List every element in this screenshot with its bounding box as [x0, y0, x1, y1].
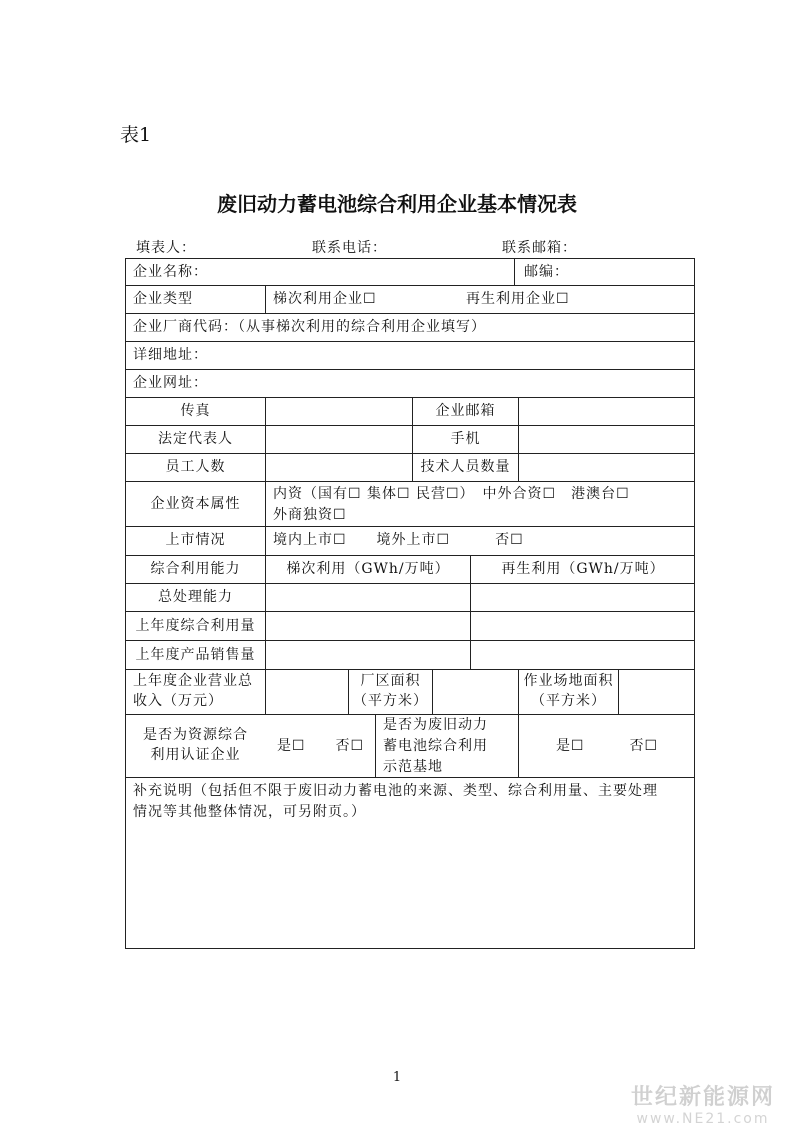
website-field[interactable]: 企业网址：: [133, 375, 208, 391]
type-cascade-checkbox[interactable]: 梯次利用企业☐: [273, 291, 377, 307]
notes-line2[interactable]: 情况等其他整体情况，可另附页。）: [133, 804, 366, 820]
phone-label: 联系电话：: [312, 240, 387, 256]
watermark-url: www.NE21.com: [636, 1111, 770, 1127]
legal-rep-label: 法定代表人: [158, 431, 233, 447]
company-email-label: 企业邮箱: [435, 403, 496, 419]
capital-options-line1[interactable]: 内资（国有☐ 集体☐ 民营☐） 中外合资☐ 港澳台☐: [273, 486, 630, 502]
listing-options[interactable]: 境内上市☐ 境外上市☐ 否☐: [273, 532, 524, 548]
email-label: 联系邮箱：: [502, 240, 577, 256]
total-capacity-label: 总处理能力: [158, 589, 233, 605]
watermark-name: 世纪新能源网: [630, 1085, 775, 1110]
revenue-label-line1: 上年度企业营业总: [133, 673, 253, 689]
table-label: 表1: [120, 124, 152, 146]
capacity-label: 综合利用能力: [150, 561, 241, 577]
capital-label: 企业资本属性: [150, 496, 241, 512]
manufacturer-code-field[interactable]: 企业厂商代码：（从事梯次利用的综合利用企业填写）: [133, 319, 486, 335]
capacity-recycle-header: 再生利用（GWh/万吨）: [501, 561, 665, 577]
last-year-usage-label: 上年度综合利用量: [135, 618, 256, 634]
page-number: 1: [392, 1070, 402, 1085]
certified-options[interactable]: 是☐ 否☐: [276, 738, 365, 754]
address-field[interactable]: 详细地址：: [133, 347, 208, 363]
plant-area-label-line1: 厂区面积: [360, 673, 421, 689]
certified-label-line1: 是否为资源综合: [143, 727, 248, 743]
notes-line1[interactable]: 补充说明（包括但不限于废旧动力蓄电池的来源、类型、综合利用量、主要处理: [133, 783, 658, 799]
filler-label: 填表人：: [136, 240, 196, 256]
work-area-label-line1: 作业场地面积: [523, 673, 614, 689]
demo-options[interactable]: 是☐ 否☐: [555, 738, 659, 754]
company-name-field[interactable]: 企业名称：: [133, 264, 208, 280]
type-recycle-checkbox[interactable]: 再生利用企业☐: [466, 291, 570, 307]
listing-label: 上市情况: [165, 532, 226, 548]
capacity-cascade-header: 梯次利用（GWh/万吨）: [286, 561, 450, 577]
demo-label-line1: 是否为废旧动力: [383, 717, 488, 733]
capital-options-line2[interactable]: 外商独资☐: [273, 507, 347, 523]
page-title: 废旧动力蓄电池综合利用企业基本情况表: [217, 192, 577, 216]
postcode-field[interactable]: 邮编：: [524, 264, 569, 280]
staff-count-label: 员工人数: [165, 459, 226, 475]
work-area-label-line2: （平方米）: [531, 693, 606, 709]
plant-area-label-line2: （平方米）: [353, 693, 428, 709]
company-type-label: 企业类型: [133, 291, 193, 307]
watermark: [618, 1080, 788, 1127]
fax-label: 传真: [180, 403, 211, 419]
mobile-label: 手机: [450, 431, 481, 447]
last-year-sales-label: 上年度产品销售量: [135, 647, 256, 663]
tech-staff-label: 技术人员数量: [420, 459, 511, 475]
revenue-label-line2: 收入（万元）: [133, 693, 223, 709]
demo-label-line3: 示范基地: [383, 759, 443, 775]
certified-label-line2: 利用认证企业: [150, 747, 241, 763]
demo-label-line2: 蓄电池综合利用: [383, 738, 488, 754]
